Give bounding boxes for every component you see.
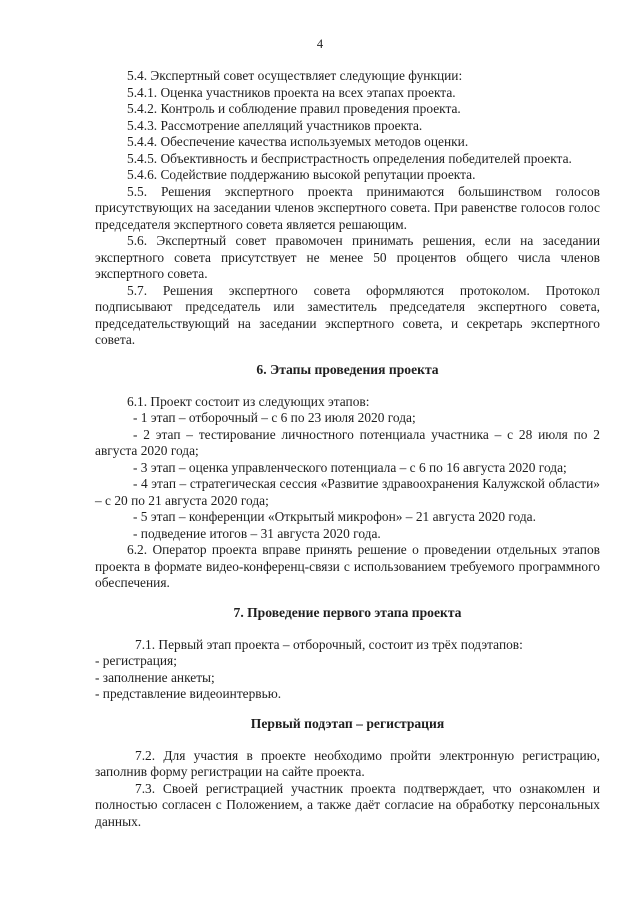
paragraph-6-2: 6.2. Оператор проекта вправе принять решение о проведении отдельных этапов проекта в формате видео-конференц-связи с использованием требуемого программного обеспечения.	[95, 542, 600, 590]
stage-1-item: - 1 этап – отборочный – с 6 по 23 июля 2020 года;	[133, 410, 416, 425]
paragraph-5-7: 5.7. Решения экспертного совета оформляются протоколом. Протокол подписывают председатель или заместитель председателя экспертного совета, председательствующий на заседании экспертного совета, и секретарь экспертного совета.	[95, 282, 600, 347]
paragraph-5-6: 5.6. Экспертный совет правомочен принимать решения, если на заседании экспертного совета присутствует не менее 50 процентов общего числа членов экспертного совета.	[95, 233, 600, 281]
page-number: 4	[316, 37, 324, 51]
substage-video-interview-item: - представление видеоинтервью.	[95, 686, 282, 701]
document-body	[95, 68, 600, 830]
stage-5-item: - 5 этап – конференции «Открытый микрофон» – 21 августа 2020 года.	[133, 509, 536, 524]
paragraph-7-2: 7.2. Для участия в проекте необходимо пройти электронную регистрацию, заполнив форму регистрации на сайте проекта.	[95, 747, 600, 779]
stage-3-item: - 3 этап – оценка управленческого потенциала – с 6 по 16 августа 2020 года;	[133, 459, 567, 475]
paragraph-5-5: 5.5. Решения экспертного проекта принимаются большинством голосов присутствующих на заседании членов экспертного совета. При равенстве голосов голос председателя экспертного совета является решающим.	[95, 183, 600, 232]
paragraph-5-4-5: 5.4.5. Объективность и беспристрастность определения победителей проекта.	[127, 150, 572, 166]
paragraph-5-4-6: 5.4.6. Содействие поддержанию высокой репутации проекта.	[127, 167, 476, 182]
stage-2-item: - 2 этап – тестирование личностного потенциала участника – с 28 июля по 2 августа 2020 года;	[95, 426, 600, 458]
section-7-heading: 7. Проведение первого этапа проекта	[233, 604, 462, 620]
substage-questionnaire-item: - заполнение анкеты;	[95, 669, 215, 685]
results-item: - подведение итогов – 31 августа 2020 года.	[133, 525, 381, 541]
section-6-heading: 6. Этапы проведения проекта	[256, 361, 439, 377]
paragraph-5-4-2: 5.4.2. Контроль и соблюдение правил проведения проекта.	[127, 101, 461, 116]
substage-registration-item: - регистрация;	[95, 653, 177, 668]
paragraph-6-1: 6.1. Проект состоит из следующих этапов:	[127, 393, 370, 409]
paragraph-5-4: 5.4. Экспертный совет осуществляет следующие функции:	[127, 68, 463, 83]
paragraph-7-1: 7.1. Первый этап проекта – отборочный, состоит из трёх подэтапов:	[135, 636, 523, 652]
paragraph-5-4-4: 5.4.4. Обеспечение качества используемых методов оценки.	[127, 134, 469, 149]
paragraph-5-4-1: 5.4.1. Оценка участников проекта на всех этапах проекта.	[127, 84, 456, 100]
substage-1-heading: Первый подэтап – регистрация	[250, 715, 445, 731]
stage-4-item: - 4 этап – стратегическая сессия «Развитие здравоохранения Калужской области» – с 20 по 21 августа 2020 года;	[95, 476, 600, 508]
paragraph-5-4-3: 5.4.3. Рассмотрение апелляций участников проекта.	[127, 117, 423, 133]
paragraph-7-3: 7.3. Своей регистрацией участник проекта подтверждает, что ознакомлен и полностью согласен с Положением, а также даёт согласие на обработку персональных данных.	[95, 780, 600, 829]
